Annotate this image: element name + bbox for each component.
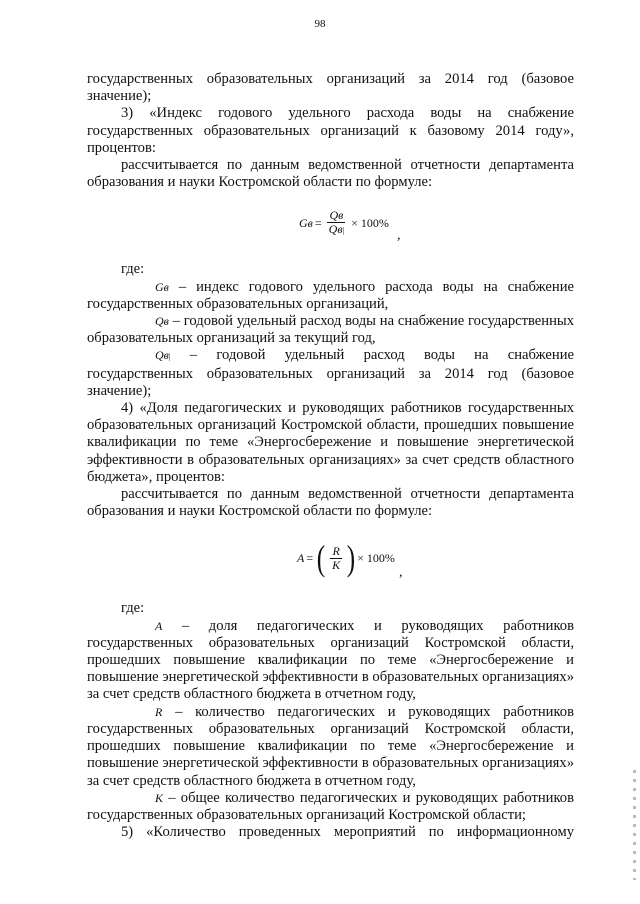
page-body <box>87 71 574 841</box>
fraction-numerator: R <box>332 543 340 558</box>
formula-fraction <box>327 209 346 237</box>
definition-q-base: Qв| – годовой удельный расход воды на снабжение государственных образовательных организаций за 2014 год (базовое значение); <box>87 347 575 399</box>
paragraph-where: где: <box>121 600 145 617</box>
definition-r: R – количество педагогических и руководящих работников государственных образовательных организаций Костромской области, прошедших повышение квалификации по теме «Энергосбережение и повышение энергетической эффективности в образовательных организациях» за счет средств областного бюджета в отчетном году, <box>87 703 574 789</box>
definition-k: K – общее количество педагогических и руководящих работников государственных образовательных организаций Костромской области; <box>87 789 574 823</box>
fraction-numerator: Qв <box>329 208 344 223</box>
paragraph-where: где: <box>121 261 145 278</box>
definition-q: Qв – годовой удельный расход воды на снабжение государственных образовательных организаций за текущий год, <box>87 313 574 347</box>
var-a: A <box>155 618 163 633</box>
fraction-denominator: Qв| <box>328 222 345 237</box>
scan-edge-artifact <box>633 770 636 880</box>
formula-comma: , <box>397 228 401 244</box>
page-number: 98 <box>314 18 326 30</box>
formula-multiplier: × 100% <box>351 215 389 230</box>
fraction-denominator: K <box>332 557 341 572</box>
formula-equals: = <box>306 550 314 565</box>
definition-a: A – доля педагогических и руководящих работников государственных образовательных организаций Костромской области, прошедших повышение квалификации по теме «Энергосбережение и повышение энергетической эффективности в образовательных организациях» за счет средств областного бюджета в отчетном году, <box>87 617 574 703</box>
var-g: Gв <box>155 279 169 294</box>
formula-lhs: Gв <box>299 215 313 230</box>
formula-left-paren: ( <box>316 538 326 579</box>
formula-water-index <box>87 191 574 261</box>
var-q: Qв <box>155 314 169 329</box>
paragraph-calc: рассчитывается по данным ведомственной отчетности департамента образования и науки Костромской области по формуле: <box>87 157 574 191</box>
paragraph-item-4: 4) «Доля педагогических и руководящих работников государственных образовательных организаций Костромской области, прошедших повышение квалификации по теме «Энергосбережение и повышение энергетической эффективности в образовательных организациях» за счет средств областного бюджета», процентов: <box>87 400 574 485</box>
paragraph-item-5: 5) «Количество проведенных мероприятий по информационному <box>121 824 574 841</box>
paragraph: государственных образовательных организаций за 2014 год (базовое значение); <box>87 71 574 105</box>
paragraph-calc: рассчитывается по данным ведомственной отчетности департамента образования и науки Костромской области по формуле: <box>87 486 574 520</box>
var-r: R <box>155 704 163 719</box>
var-q-base: Qв| <box>155 348 171 363</box>
formula-right-paren: ) <box>346 538 356 579</box>
formula-share <box>87 520 574 600</box>
formula-fraction <box>330 545 342 572</box>
formula-equals: = <box>314 215 322 230</box>
paragraph-item-3: 3) «Индекс годового удельного расхода воды на снабжение государственных образовательных организаций к базовому 2014 году», процентов: <box>87 105 574 156</box>
var-k: K <box>155 790 164 805</box>
formula-multiplier: × 100% <box>357 550 395 565</box>
formula-lhs: A <box>297 550 305 565</box>
formula-comma: , <box>399 565 403 581</box>
definition-g: Gв – индекс годового удельного расхода воды на снабжение государственных образовательных организаций, <box>87 278 574 312</box>
